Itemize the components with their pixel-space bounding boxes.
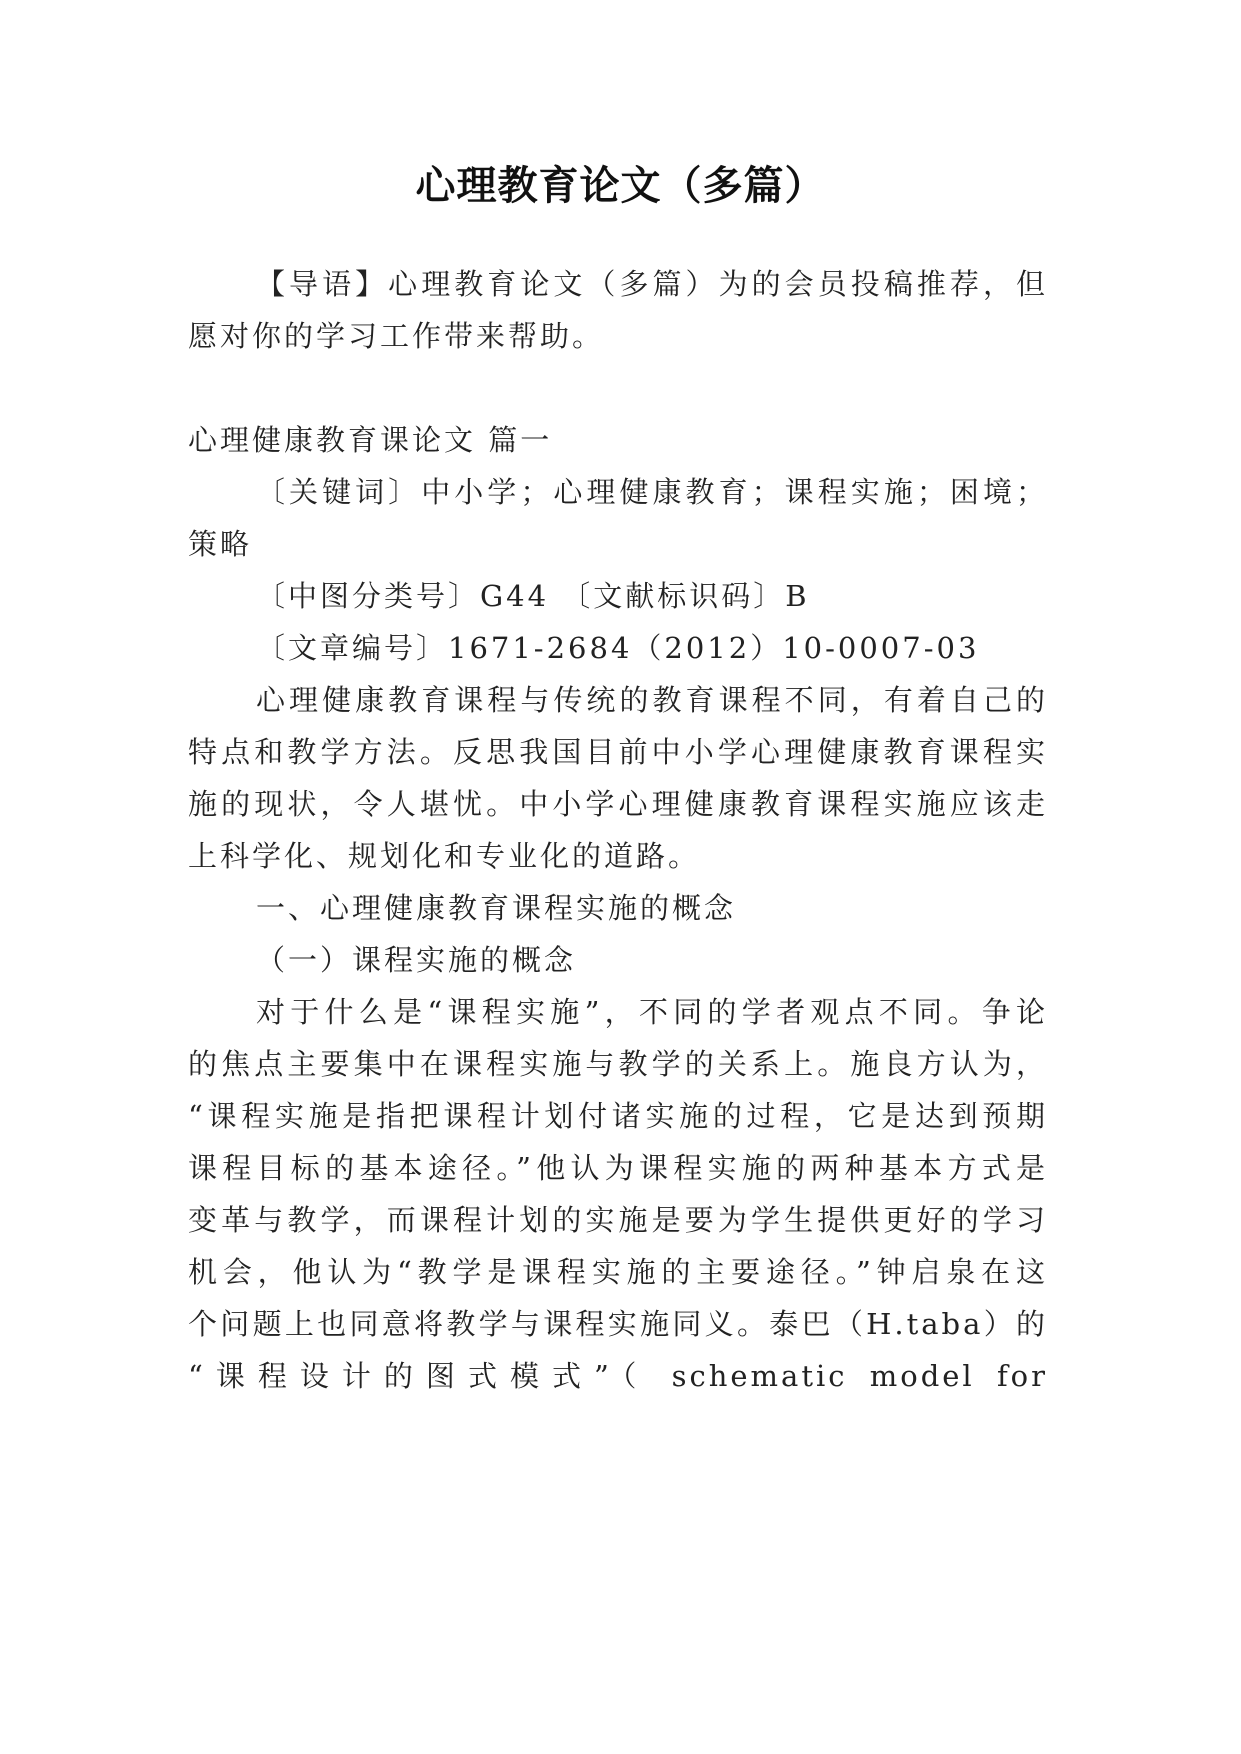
- paragraph-line: 特点和教学方法。反思我国目前中小学心理健康教育课程实: [188, 735, 1048, 769]
- paragraph-line: 的焦点主要集中在课程实施与教学的关系上。施良方认为，: [188, 1047, 1048, 1081]
- keywords-line-1: 〔关键词〕中小学；心理健康教育；课程实施；困境；: [256, 475, 1048, 509]
- paragraph-line: 变革与教学，而课程计划的实施是要为学生提供更好的学习: [188, 1203, 1048, 1237]
- paragraph-line: 施的现状，令人堪忧。中小学心理健康教育课程实施应该走: [188, 787, 1048, 821]
- intro-line-2: 愿对你的学习工作带来帮助。: [188, 319, 605, 353]
- subheading-1: 一、心理健康教育课程实施的概念: [256, 891, 737, 925]
- keywords-line-2: 策略: [188, 527, 253, 561]
- paragraph-line: 课程目标的基本途径。”他认为课程实施的两种基本方式是: [188, 1151, 1048, 1185]
- subheading-2: （一）课程实施的概念: [256, 943, 577, 977]
- paragraph-line: 心理健康教育课程与传统的教育课程不同，有着自己的: [256, 683, 1048, 717]
- paragraph-line: 上科学化、规划化和专业化的道路。: [188, 839, 701, 873]
- document-title: 心理教育论文（多篇）: [415, 163, 826, 209]
- classification-line: 〔中图分类号〕G44 〔文献标识码〕B: [256, 579, 810, 613]
- article-number-line: 〔文章编号〕1671-2684（2012）10-0007-03: [256, 631, 980, 665]
- paragraph-line: 机会，他认为“教学是课程实施的主要途径。”钟启泉在这: [188, 1255, 1048, 1289]
- paragraph-line: “课程实施是指把课程计划付诸实施的过程，它是达到预期: [188, 1099, 1048, 1133]
- paragraph-line: 对于什么是“课程实施”，不同的学者观点不同。争论: [256, 995, 1048, 1029]
- paragraph-line: 个问题上也同意将教学与课程实施同义。泰巴（H.taba）的: [188, 1307, 1048, 1341]
- paragraph-line: “课程设计的图式模式”（ schematic model for: [188, 1359, 1048, 1393]
- section-heading: 心理健康教育课论文 篇一: [188, 423, 553, 457]
- intro-line-1: 【导语】心理教育论文（多篇）为的会员投稿推荐，但: [256, 267, 1048, 301]
